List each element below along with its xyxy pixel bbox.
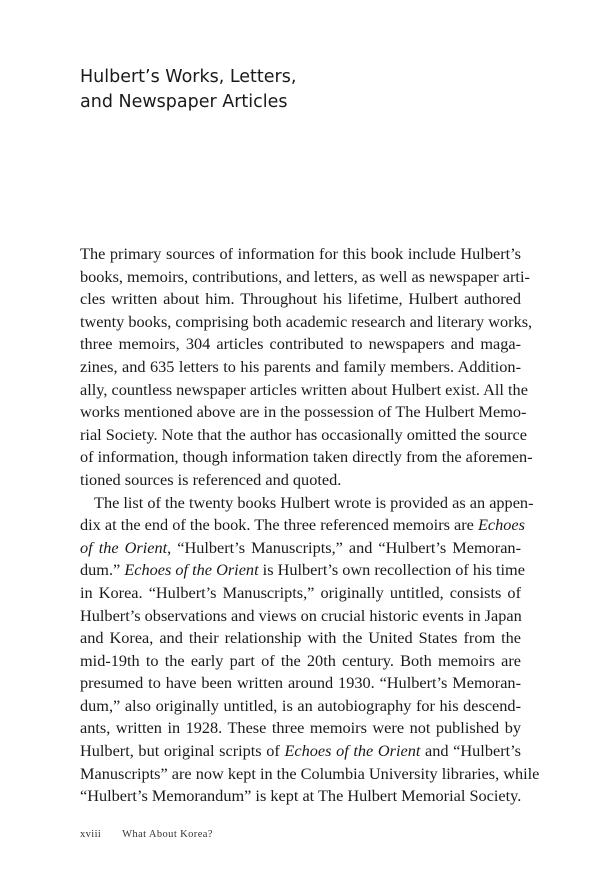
text-line: dum,” also originally untitled, is an autobiography for his descend-: [80, 695, 521, 715]
text-line: in Korea. “Hulbert’s Manuscripts,” originally untitled, consists of: [80, 582, 521, 602]
page-footer: [80, 829, 231, 840]
text-line: of the Orient, “Hulbert’s Manuscripts,” and “Hulbert’s Memoran-: [80, 537, 521, 557]
text-line: three memoirs, 304 articles contributed to newspapers and maga-: [80, 334, 521, 354]
text-line: “Hulbert’s Memorandum” is kept at The Hulbert Memorial Society.: [80, 786, 522, 806]
heading-line-2: and Newspaper Articles: [80, 92, 288, 112]
section-heading: [80, 65, 520, 115]
text-line: twenty books, comprising both academic research and literary works,: [80, 311, 533, 331]
text-line: of information, though information taken directly from the aforemen-: [80, 447, 533, 467]
body-text: [80, 243, 540, 808]
page-number: xviii: [80, 829, 102, 840]
heading-line-1: Hulbert’s Works, Letters,: [80, 67, 297, 87]
text-line: dix at the end of the book. The three referenced memoirs are Echoes: [80, 515, 525, 535]
text-line: rial Society. Note that the author has occasionally omitted the source: [80, 424, 527, 444]
text-line: works mentioned above are in the possession of The Hulbert Memo-: [80, 402, 527, 422]
text-line: ants, written in 1928. These three memoirs were not published by: [80, 718, 521, 738]
text-line: presumed to have been written around 1930. “Hulbert’s Memoran-: [80, 673, 521, 693]
text-line: cles written about him. Throughout his lifetime, Hulbert authored: [80, 289, 521, 309]
text-line: The primary sources of information for this book include Hulbert’s: [80, 244, 521, 263]
paragraph-1: [80, 243, 533, 492]
paragraph-2: [80, 492, 540, 808]
text-line: mid-19th to the early part of the 20th century. Both memoirs are: [80, 650, 521, 670]
text-line: Hulbert, but original scripts of Echoes of the Orient and “Hulbert’s: [80, 741, 522, 761]
text-line: ally, countless newspaper articles written about Hulbert exist. All the: [80, 379, 528, 399]
text-line: Hulbert’s observations and views on crucial historic events in Japan: [80, 605, 522, 625]
running-title: What About Korea?: [122, 829, 213, 840]
text-line: books, memoirs, contributions, and letters, as well as newspaper arti-: [80, 266, 530, 286]
text-line: zines, and 635 letters to his parents and family members. Addition-: [80, 356, 521, 376]
text-line: Manuscripts” are now kept in the Columbia University libraries, while: [80, 763, 540, 783]
text-line: The list of the twenty books Hulbert wrote is provided as an appen-: [94, 492, 534, 512]
text-line: and Korea, and their relationship with the United States from the: [80, 628, 521, 648]
text-line: tioned sources is referenced and quoted.: [80, 469, 342, 489]
text-line: dum.” Echoes of the Orient is Hulbert’s own recollection of his time: [80, 560, 525, 580]
